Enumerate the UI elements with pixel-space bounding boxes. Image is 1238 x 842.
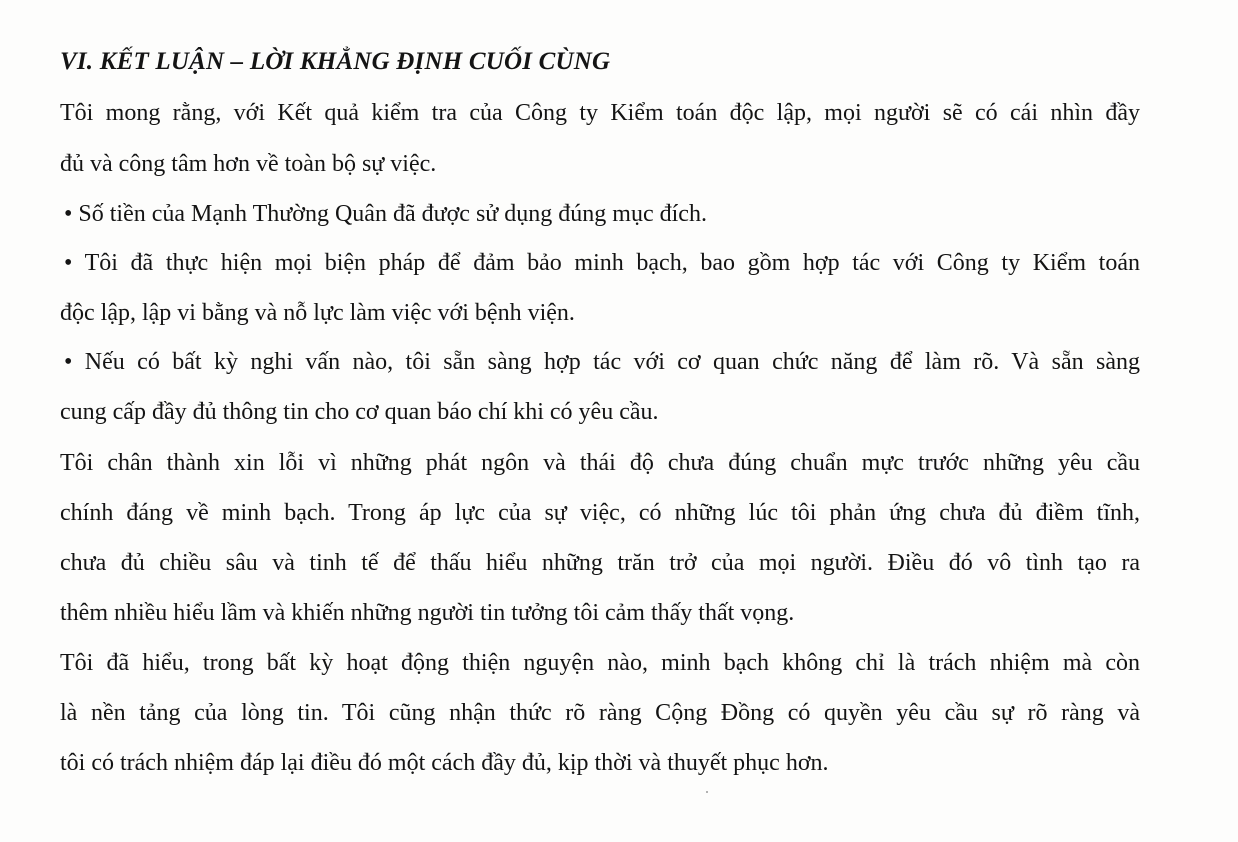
bullet-2-line-1: • Tôi đã thực hiện mọi biện pháp để đảm bảo minh bạch, bao gồm hợp tác với Công ty Kiểm toán [64, 250, 1140, 276]
apology-line-3: chưa đủ chiều sâu và tinh tế để thấu hiểu những trăn trở của mọi người. Điều đó vô tình tạo ra [60, 550, 1140, 576]
section-heading: VI. KẾT LUẬN – LỜI KHẲNG ĐỊNH CUỐI CÙNG [60, 48, 611, 75]
apology-line-4: thêm nhiều hiểu lầm và khiến những người tin tưởng tôi cảm thấy thất vọng. [60, 600, 795, 626]
conclusion-line-3: tôi có trách nhiệm đáp lại điều đó một cách đầy đủ, kịp thời và thuyết phục hơn. [60, 750, 829, 776]
bullet-2-line-2: độc lập, lập vi bằng và nỗ lực làm việc với bệnh viện. [60, 300, 575, 326]
apology-line-2: chính đáng về minh bạch. Trong áp lực của sự việc, có những lúc tôi phản ứng chưa đủ điềm tĩnh, [60, 500, 1140, 526]
conclusion-line-2: là nền tảng của lòng tin. Tôi cũng nhận thức rõ ràng Cộng Đồng có quyền yêu cầu sự rõ ràng và [60, 700, 1140, 726]
conclusion-line-1: Tôi đã hiểu, trong bất kỳ hoạt động thiện nguyện nào, minh bạch không chỉ là trách nhiệm mà còn [60, 650, 1140, 676]
bullet-1-line-1: • Số tiền của Mạnh Thường Quân đã được sử dụng đúng mục đích. [64, 201, 707, 227]
intro-line-1: Tôi mong rằng, với Kết quả kiểm tra của Công ty Kiểm toán độc lập, mọi người sẽ có cái nhìn đầy [60, 100, 1140, 126]
scan-speck [706, 791, 708, 793]
bullet-3-line-1: • Nếu có bất kỳ nghi vấn nào, tôi sẵn sàng hợp tác với cơ quan chức năng để làm rõ. Và sẵn sàng [64, 349, 1140, 375]
apology-line-1: Tôi chân thành xin lỗi vì những phát ngôn và thái độ chưa đúng chuẩn mực trước những yêu cầu [60, 450, 1140, 476]
bullet-3-line-2: cung cấp đầy đủ thông tin cho cơ quan báo chí khi có yêu cầu. [60, 399, 659, 425]
intro-line-2: đủ và công tâm hơn về toàn bộ sự việc. [60, 151, 437, 177]
